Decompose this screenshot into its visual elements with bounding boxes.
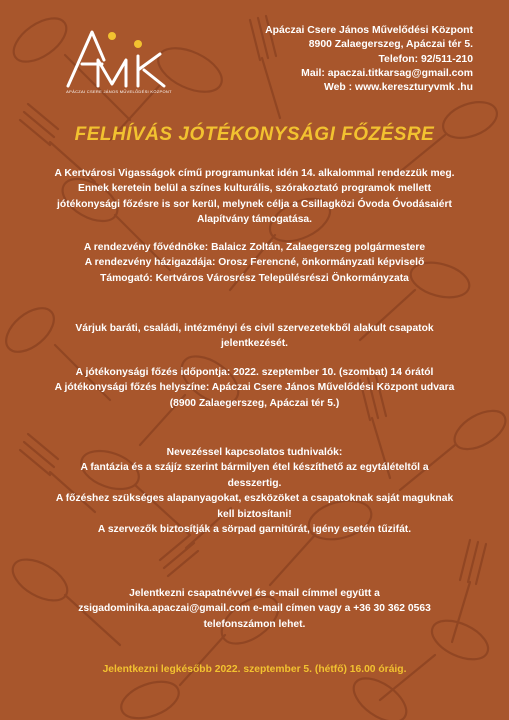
text-line: Várjuk baráti, családi, intézményi és civil szervezetekből alakult csapatok [75,323,434,334]
event-details-paragraph [22,365,487,411]
text-line: A jótékonysági főzés időpontja: 2022. szeptember 10. (szombat) 14 órától [75,367,434,378]
text-line: telefonszámon lehet. [203,618,306,630]
organization-name: Apáczai Csere János Művelődési Központ [265,25,473,36]
text-line: desszertig. [227,477,282,489]
text-line: A főzéshez szükséges alapanyagokat, eszközöket a csapatoknak saját maguknak [55,493,454,505]
text-line: Jelentkezni csapatnévvel és e-mail címmel együtt a [129,588,380,599]
page-title: FELHÍVÁS JÓTÉKONYSÁGI FŐZÉSRE [74,124,435,145]
intro-paragraph [22,166,487,228]
deadline-notice: Jelentkezni legkésőbb 2022. szeptember 5. (hétfő) 16.00 óráig. [102,664,407,675]
text-line: A szervezők biztosítják a sörpad garnitúrát, igény esetén tűzifát. [97,524,412,536]
text-line: A rendezvény fővédnöke: Balaicz Zoltán, Zalaegerszeg polgármestere [83,242,426,253]
text-line: A rendezvény házigazdája: Orosz Ferencné, önkormányzati képviselő [84,257,425,269]
email-link[interactable]: Mail: apaczai.titkarsag@gmail.com [301,67,473,79]
address: 8900 Zalaegerszeg, Apáczai tér 5. [308,39,473,51]
text-line: jótékonysági főzésre is sor kerül, melynek célja a Csillagközi Óvoda Óvodásaiért [57,198,452,210]
text-line: zsigadominika.apaczai@gmail.com e-mail címen vagy a +36 30 362 0563 [78,603,431,615]
amk-logo [62,26,172,98]
text-line: Támogató: Kertváros Városrész Településrészi Önkormányzata [100,272,409,284]
text-line: A fantázia és a szájíz szerint bármilyen étel készíthető az egytálételtől a [80,462,429,474]
text-line: kell biztosítani! [217,508,292,520]
text-line: A Kertvárosi Vigasságok című programunkat idén 14. alkalommal rendezzük meg. [54,168,455,179]
patrons-paragraph [22,240,487,286]
text-line: Nevezéssel kapcsolatos tudnivalók: [166,447,343,458]
text-line: Alapítvány támogatása. [196,214,313,226]
text-line: Ennek keretein belül a színes kulturális, szórakoztató programok mellett [77,183,432,195]
contact-block [265,24,473,95]
text-line: jelentkezését. [221,338,288,350]
logo-subtitle: APÁCZAI CSERE JÁNOS MŰVELŐDÉSI KÖZPONT [66,89,172,94]
invite-paragraph [22,321,487,352]
text-line: (8900 Zalaegerszeg, Apáczai tér 5.) [169,397,340,409]
phone: Telefon: 92/511-210 [378,53,473,65]
text-line: A jótékonysági főzés helyszíne: Apáczai Csere János Művelődési Központ udvara [54,382,455,394]
application-paragraph [22,586,487,632]
rules-paragraph [22,445,487,537]
website-link[interactable]: Web : www.kereszturyvmk .hu [324,82,473,94]
